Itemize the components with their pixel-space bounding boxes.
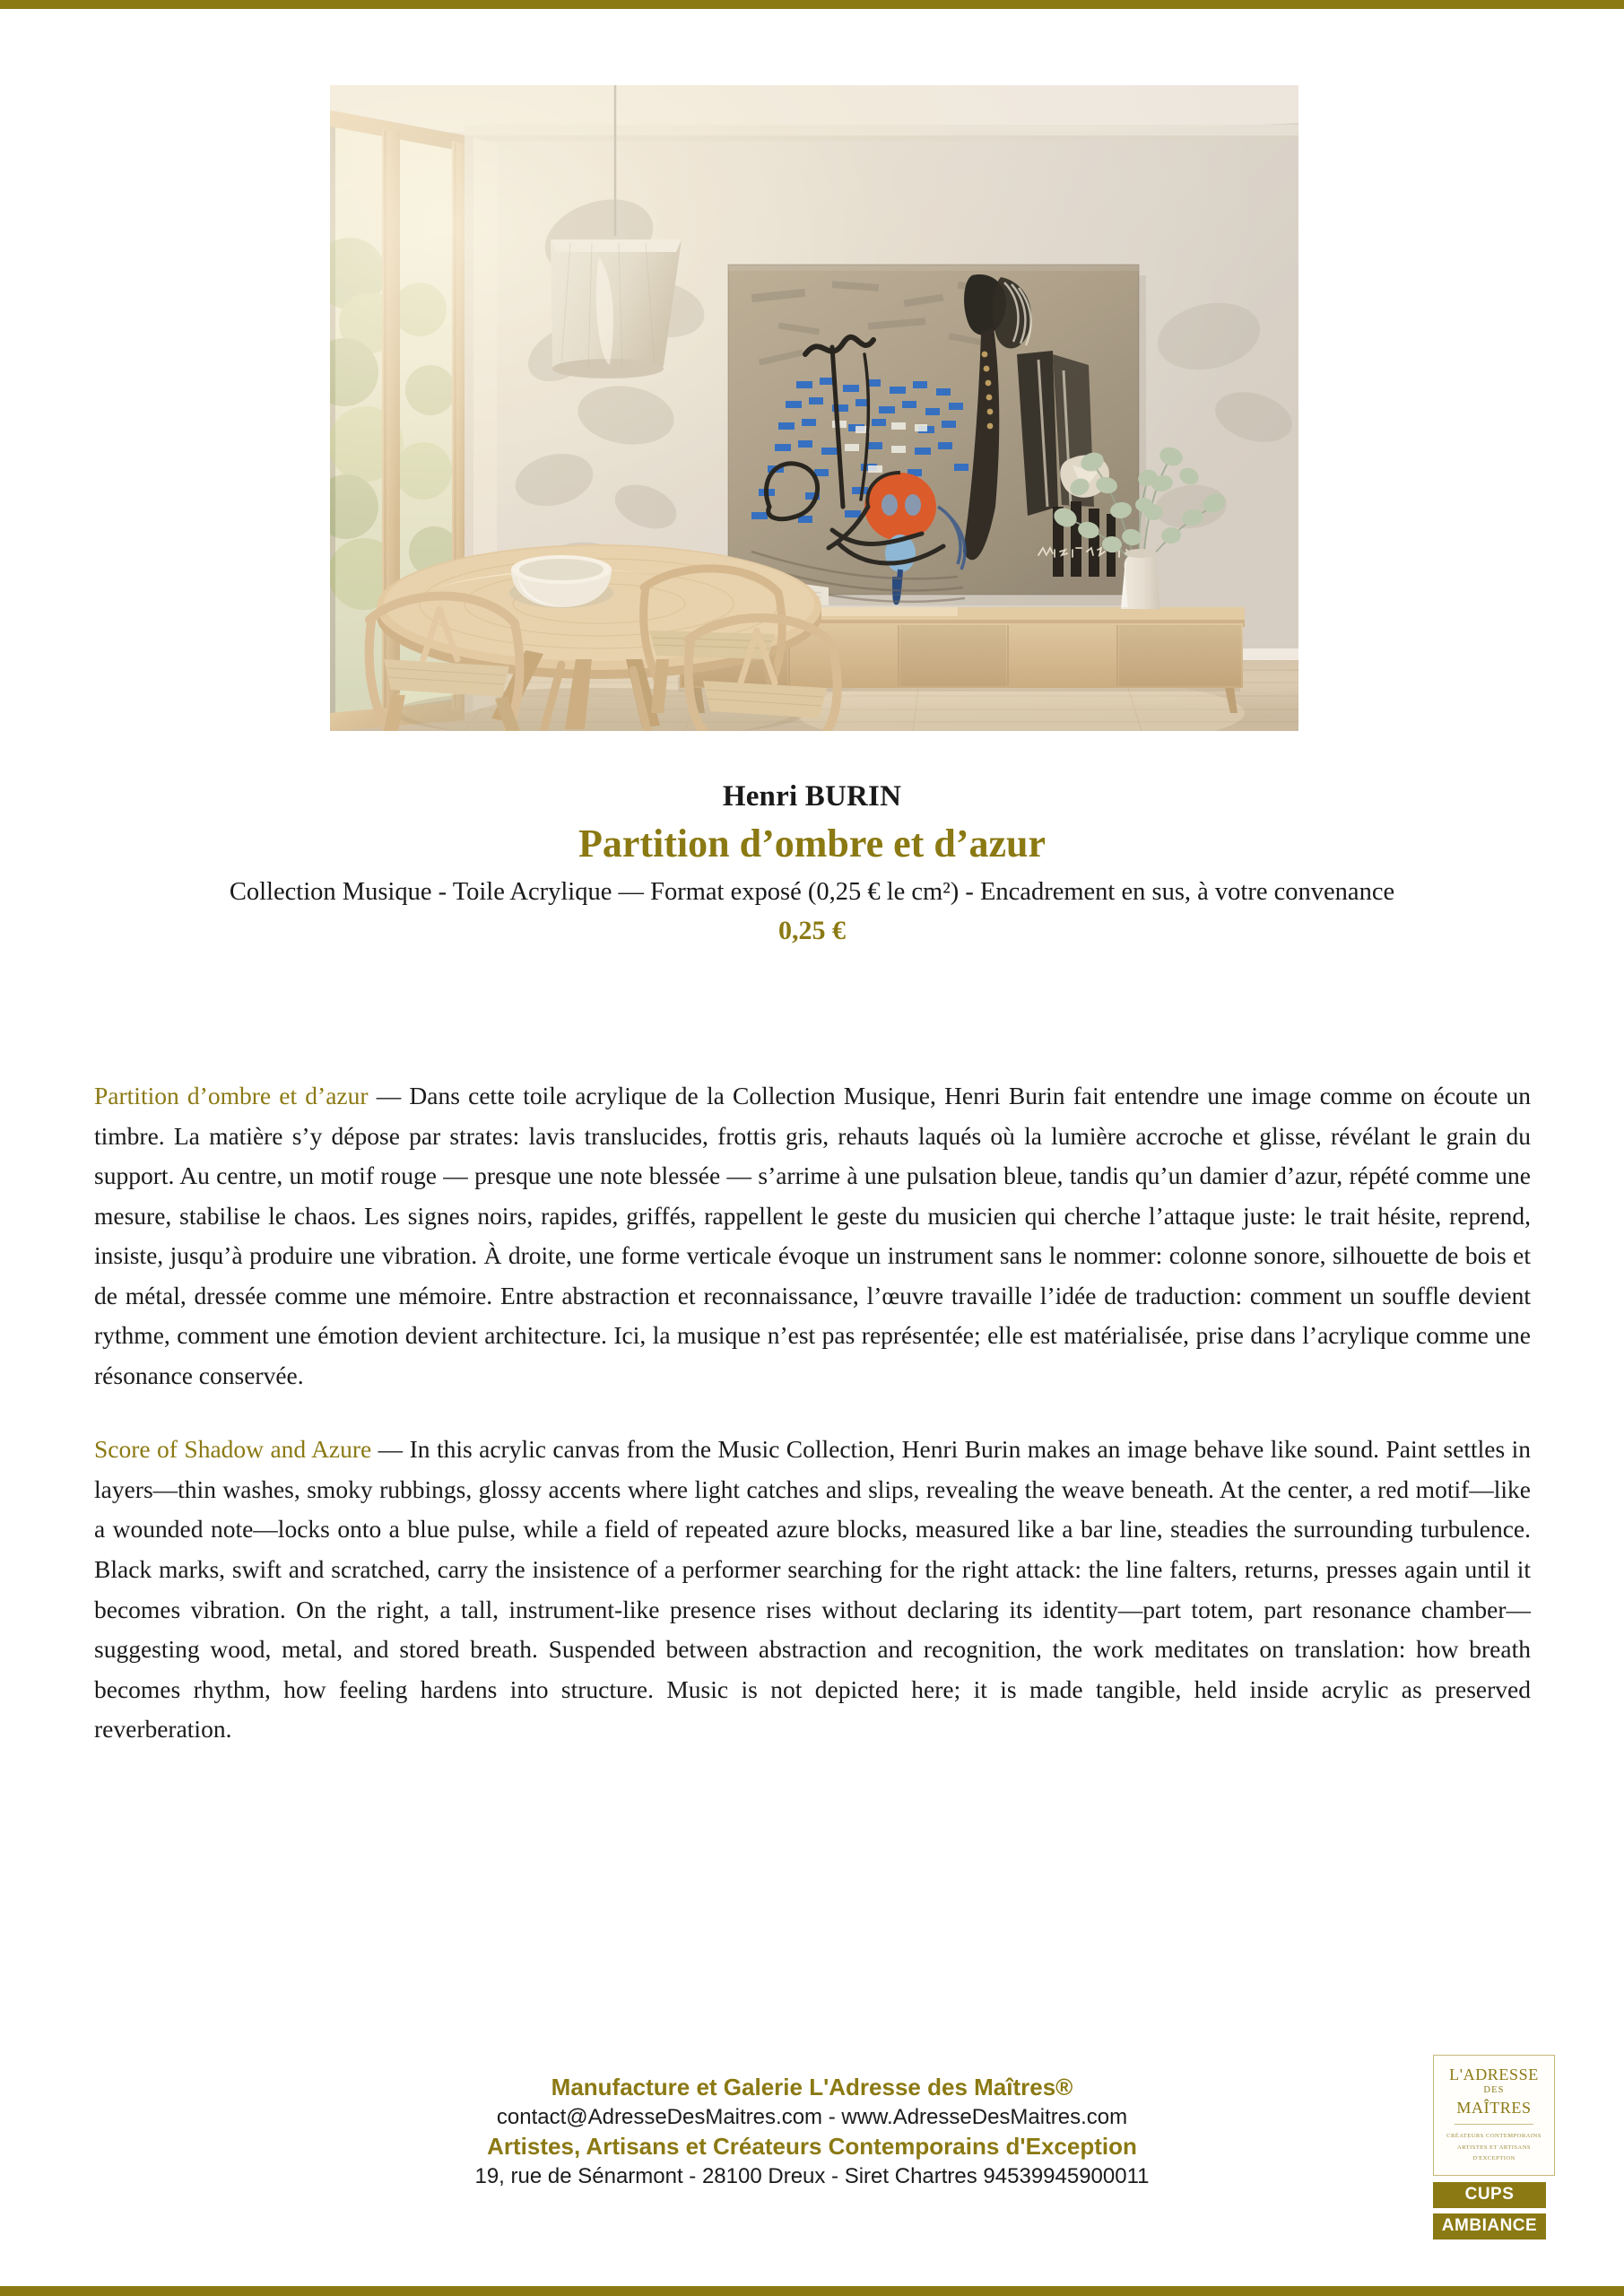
brand-mark [1433,2055,1557,2239]
top-accent-rule [0,0,1624,9]
brand-sub-2: ARTISTES ET ARTISANS [1456,2144,1532,2151]
description-paragraph-en [94,1430,1531,1749]
footer-company: Manufacture et Galerie L'Adresse des Maîtres® [551,2074,1073,2100]
brand-sub-3: D'EXCEPTION [1472,2154,1515,2161]
description-section [94,1076,1531,1750]
description-lead-en: Score of Shadow and Azure [94,1435,372,1464]
brand-line-2: DES [1483,2084,1505,2095]
description-body-fr: — Dans cette toile acrylique de la Collection Musique, Henri Burin fait entendre une image comme on écoute un timbre. La matière s’y dépose par strates: lavis translucides, frottis gris, rehauts laqués où la lumière accroche et glisse, révélant le grain du support. Au centre, un motif rouge — presque une note blessée — s’arrime à une pulsation bleue, tandis qu’un damier d’azur, répété comme une mesure, stabilise le chaos. Les signes noirs, rapides, griffés, rappellent le geste du musicien qui cherche l’attaque juste: le trait hésite, reprend, insiste, jusqu’à produire une vibration. À droite, une forme verticale évoque un instrument sans le nommer: colonne sonore, silhouette de bois et de métal, dressée comme une mémoire. Entre abstraction et reconnaissance, l’œuvre travaille l’idée de traduction: comment un souffle devient rythme, comment une émotion devient architecture. Ici, la musique n’est pas représentée; elle est matérialisée, prise dans l’acrylique comme une résonance conservée. [94,1082,1531,1389]
artwork-subtitle: Collection Musique - Toile Acrylique — Format exposé (0,25 € le cm²) - Encadrement en sus, à votre convenance [229,877,1395,906]
footer-contact[interactable]: contact@AdresseDesMaitres.com - www.AdresseDesMaitres.com [496,2104,1128,2129]
bottom-accent-rule [0,2286,1624,2296]
room-scene-illustration [330,85,1298,731]
brand-line-3: MAÎTRES [1456,2098,1532,2117]
footer-tagline: Artistes, Artisans et Créateurs Contemporains d'Exception [487,2133,1137,2161]
brand-logo-box [1433,2055,1555,2176]
badge-ambiance[interactable]: AMBIANCE [1433,2213,1546,2239]
badge-cups[interactable]: CUPS [1433,2182,1546,2208]
page-title: Partition d’ombre et d’azur [578,821,1046,865]
brand-line-1: L'ADRESSE [1449,2066,1539,2083]
footer-address: 19, rue de Sénarmont - 28100 Dreux - Siret Chartres 94539945900011 [474,2164,1150,2189]
page-footer [0,2072,1624,2191]
artwork-title-block [0,780,1624,946]
brand-divider [1455,2124,1533,2125]
artwork-room-photo [330,85,1298,731]
description-lead-fr: Partition d’ombre et d’azur [94,1082,369,1109]
artist-name: Henri BURIN [722,780,902,813]
brand-sub-1: CRÉATEURS CONTEMPORAINS [1446,2133,1541,2140]
artwork-price: 0,25 € [778,916,846,946]
description-body-en: — In this acrylic canvas from the Music Collection, Henri Burin makes an image behave like sound. Paint settles in layers—thin washes, smoky rubbings, glossy accents where light catches and slips, revealing the weave beneath. At the center, a red motif—like a wounded note—locks onto a blue pulse, while a field of repeated azure blocks, measured like a bar line, steadies the surrounding turbulence. Black marks, swift and scratched, carry the insistence of a performer searching for the right attack: the line falters, returns, presses again until it becomes vibration. On the right, a tall, instrument-like presence rises without declaring its identity—part totem, part resonance chamber—suggesting wood, metal, and stored breath. Suspended between abstraction and recognition, the work meditates on translation: how breath becomes rhythm, how feeling hardens into structure. Music is not depicted here; it is made tangible, held inside acrylic as preserved reverberation. [94,1435,1531,1744]
description-paragraph-fr [94,1076,1531,1396]
